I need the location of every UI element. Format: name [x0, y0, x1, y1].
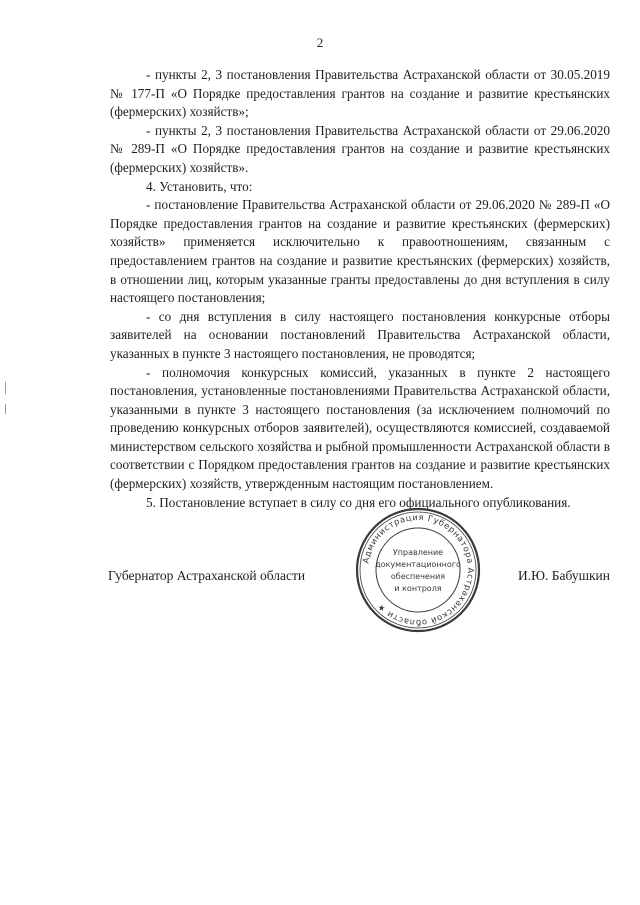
scan-edge-mark — [5, 382, 6, 394]
signatory-title: Губернатор Астраханской области — [108, 568, 306, 583]
svg-text:и контроля: и контроля — [394, 584, 442, 593]
page-number: 2 — [316, 35, 324, 50]
official-stamp — [354, 506, 482, 634]
paragraph: - полномочия конкурсных комиссий, указанных в пункте 2 настоящего постановления, установленные постановлениями Правительства Астраханской области, указанными в пункте 3 настоящего постановления (за исключением полномочий по проведению конкурсных отборов заявителей), осуществляются комиссией, создаваемой министерством сельского хозяйства и рыбной промышленности Астраханской области в соответствии с Порядком предоставления грантов на создание и развитие крестьянских (фермерских) хозяйств, утвержденным настоящим постановлением. — [110, 364, 610, 492]
paragraph: 4. Установить, что: — [146, 178, 253, 194]
document-body — [110, 66, 610, 512]
svg-text:Администрация Губернатора Астр: Администрация Губернатора Астраханской области ★ — [360, 511, 477, 629]
signatory-name: И.Ю. Бабушкин — [517, 568, 610, 583]
paragraph: - постановление Правительства Астраханской области от 29.06.2020 № 289-П «О Порядке предоставления грантов на создание и развитие крестьянских (фермерских) хозяйств» применяется исключительно к правоотношениям, связанным с предоставлением грантов на создание и развитие крестьянских (фермерских) хозяйств, в отношении лиц, которым указанные гранты предоставлены до дня вступления в силу настоящего постановления; — [110, 197, 610, 306]
paragraph: - пункты 2, 3 постановления Правительства Астраханской области от 30.05.2019 № 177-П «О Порядке предоставления грантов на создание и развитие крестьянских (фермерских) хозяйств»; — [110, 67, 610, 120]
paragraph: - пункты 2, 3 постановления Правительства Астраханской области от 29.06.2020 № 289-П «О Порядке предоставления грантов на создание и развитие крестьянских (фермерских) хозяйств». — [110, 122, 610, 175]
svg-text:документационного: документационного — [375, 560, 461, 569]
scan-edge-mark — [5, 404, 6, 414]
svg-text:обеспечения: обеспечения — [390, 572, 446, 581]
paragraph: - со дня вступления в силу настоящего постановления конкурсные отборы заявителей на основании постановлений Правительства Астраханской области, указанных в пункте 3 настоящего постановления, не проводятся; — [110, 308, 610, 361]
signature-block — [108, 511, 610, 690]
paragraph: 5. Постановление вступает в силу со дня его официального опубликования. — [146, 494, 571, 510]
svg-text:Управление: Управление — [392, 548, 444, 557]
